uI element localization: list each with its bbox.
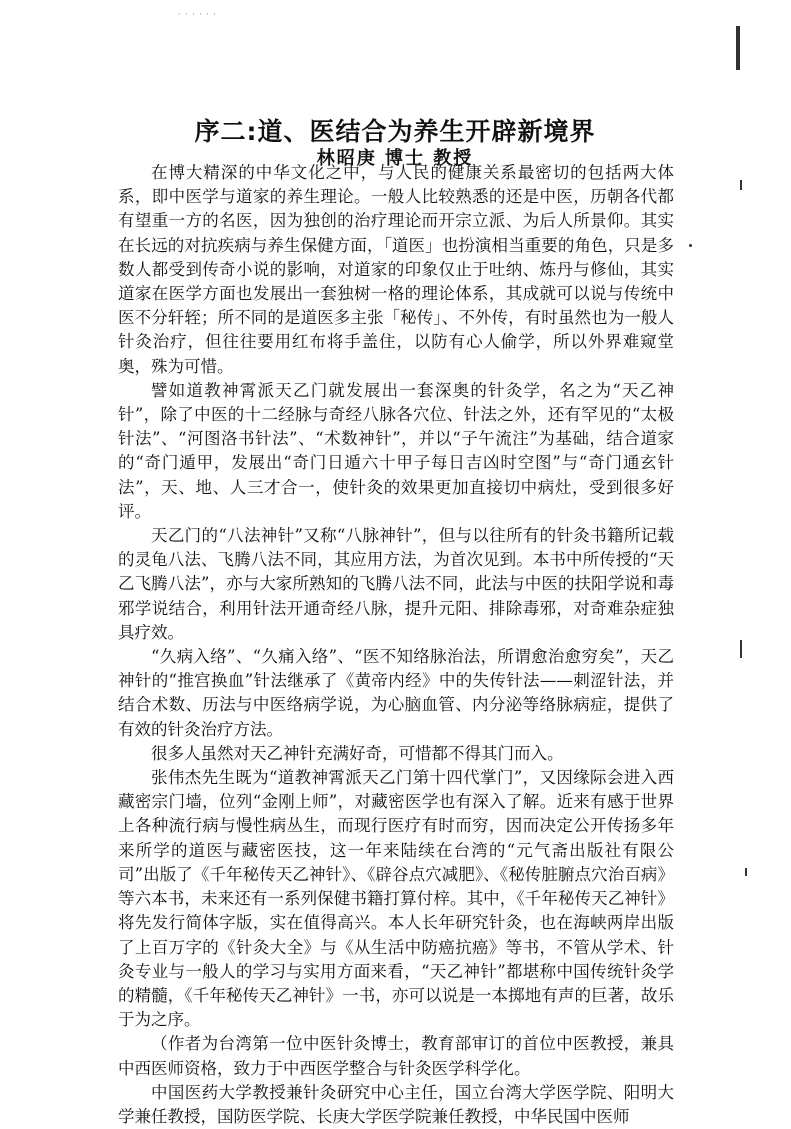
scan-edge-mark [736,26,740,70]
paragraph: 中国医药大学教授兼针灸研究中心主任，国立台湾大学医学院、阳明大学兼任教授，国防医学院、长庚大学医学院兼任教授，中华民国中医师 [118,1082,674,1126]
body-text [118,161,674,1129]
page-title: 序二:道、医结合为养生开辟新境界 [194,117,596,146]
scan-header-noise: · · · · · · [178,10,217,19]
paragraph: （作者为台湾第一位中医针灸博士，教育部审订的首位中医教授，兼具中西医师资格，致力于中西医学整合与针灸医学科学化。 [118,1034,674,1078]
paragraph: 譬如道教神霄派天乙门就发展出一套深奥的针灸学，名之为“天乙神针”，除了中医的十二经脉与奇经八脉各穴位、针法之外，还有罕见的“太极针法”、“河图洛书针法”、“术数神针”，并以“子午流注”为基础，结合道家的“奇门遁甲，发展出“奇门日遁六十甲子每日吉凶时空图”与“奇门通玄针法”，天、地、人三才合一，使针灸的效果更加直接切中病灶，受到很多好评。 [118,380,674,521]
scan-edge-mark [745,868,747,876]
paragraph: 在博大精深的中华文化之中，与人民的健康关系最密切的包括两大体系，即中医学与道家的养生理论。一般人比较熟悉的还是中医，历朝各代都有望重一方的名医，因为独创的治疗理论而开宗立派、为后人所景仰。其实在长远的对抗疾病与养生保健方面，「道医」也扮演相当重要的角色，只是多数人都受到传奇小说的影响，对道家的印象仅止于吐纳、炼丹与修仙，其实道家在医学方面也发展出一套独树一格的理论体系，其成就可以说与传统中医不分轩轾；所不同的是道医多主张「秘传」、不外传，有时虽然也为一般人针灸治疗，但往往要用红布将手盖住，以防有心人偷学，所以外界难窥堂奥，殊为可惜。 [118,163,674,376]
paragraph: 张伟杰先生既为“道教神霄派天乙门第十四代掌门”，又因缘际会进入西藏密宗门墙，位列“金刚上师”，对藏密医学也有深入了解。近来有感于世界上各种流行病与慢性病丛生，而现行医疗有时而穷，因而决定公开传扬多年来所学的道医与藏密医技，这一年来陆续在台湾的“元气斋出版社有限公司”出版了《千年秘传天乙神针》、《辟谷点穴减肥》、《秘传脏腑点穴治百病》等六本书，未来还有一系列保健书籍打算付梓。其中，《千年秘传天乙神针》将先发行简体字版，实在值得高兴。本人长年研究针灸，也在海峡两岸出版了上百万字的《针灸大全》与《从生活中防癌抗癌》等书，不管从学术、针灸专业与一般人的学习与实用方面来看，“天乙神针”都堪称中国传统针灸学的精髓，《千年秘传天乙神针》一书，亦可以说是一本掷地有声的巨著，故乐于为之序。 [118,768,674,1030]
paragraph: 很多人虽然对天乙神针充满好奇，可惜都不得其门而入。 [151,743,564,763]
scan-edge-mark [740,640,742,658]
scan-dot [689,244,692,247]
author-line: 林昭庚 博士 教授 [316,148,474,169]
paragraph: “久病入络”、“久痛入络”、“医不知络脉治法，所谓愈治愈穷矣”，天乙神针的“推宫换血”针法继承了《黄帝内经》中的失传针法——刺涩针法，并结合术数、历法与中医络病学说，为心脑血管、内分泌等络脉病症，提供了有效的针灸治疗方法。 [118,647,674,739]
scan-edge-mark [740,180,742,190]
paragraph: 天乙门的“八法神针”又称“八脉神针”，但与以往所有的针灸书籍所记载的灵龟八法、飞腾八法不同，其应用方法，为首次见到。本书中所传授的“天乙飞腾八法”，亦与大家所熟知的飞腾八法不同，此法与中医的扶阳学说和毒邪学说结合，利用针法开通奇经八脉，提升元阳、排除毒邪，对奇难杂症独具疗效。 [118,526,674,642]
